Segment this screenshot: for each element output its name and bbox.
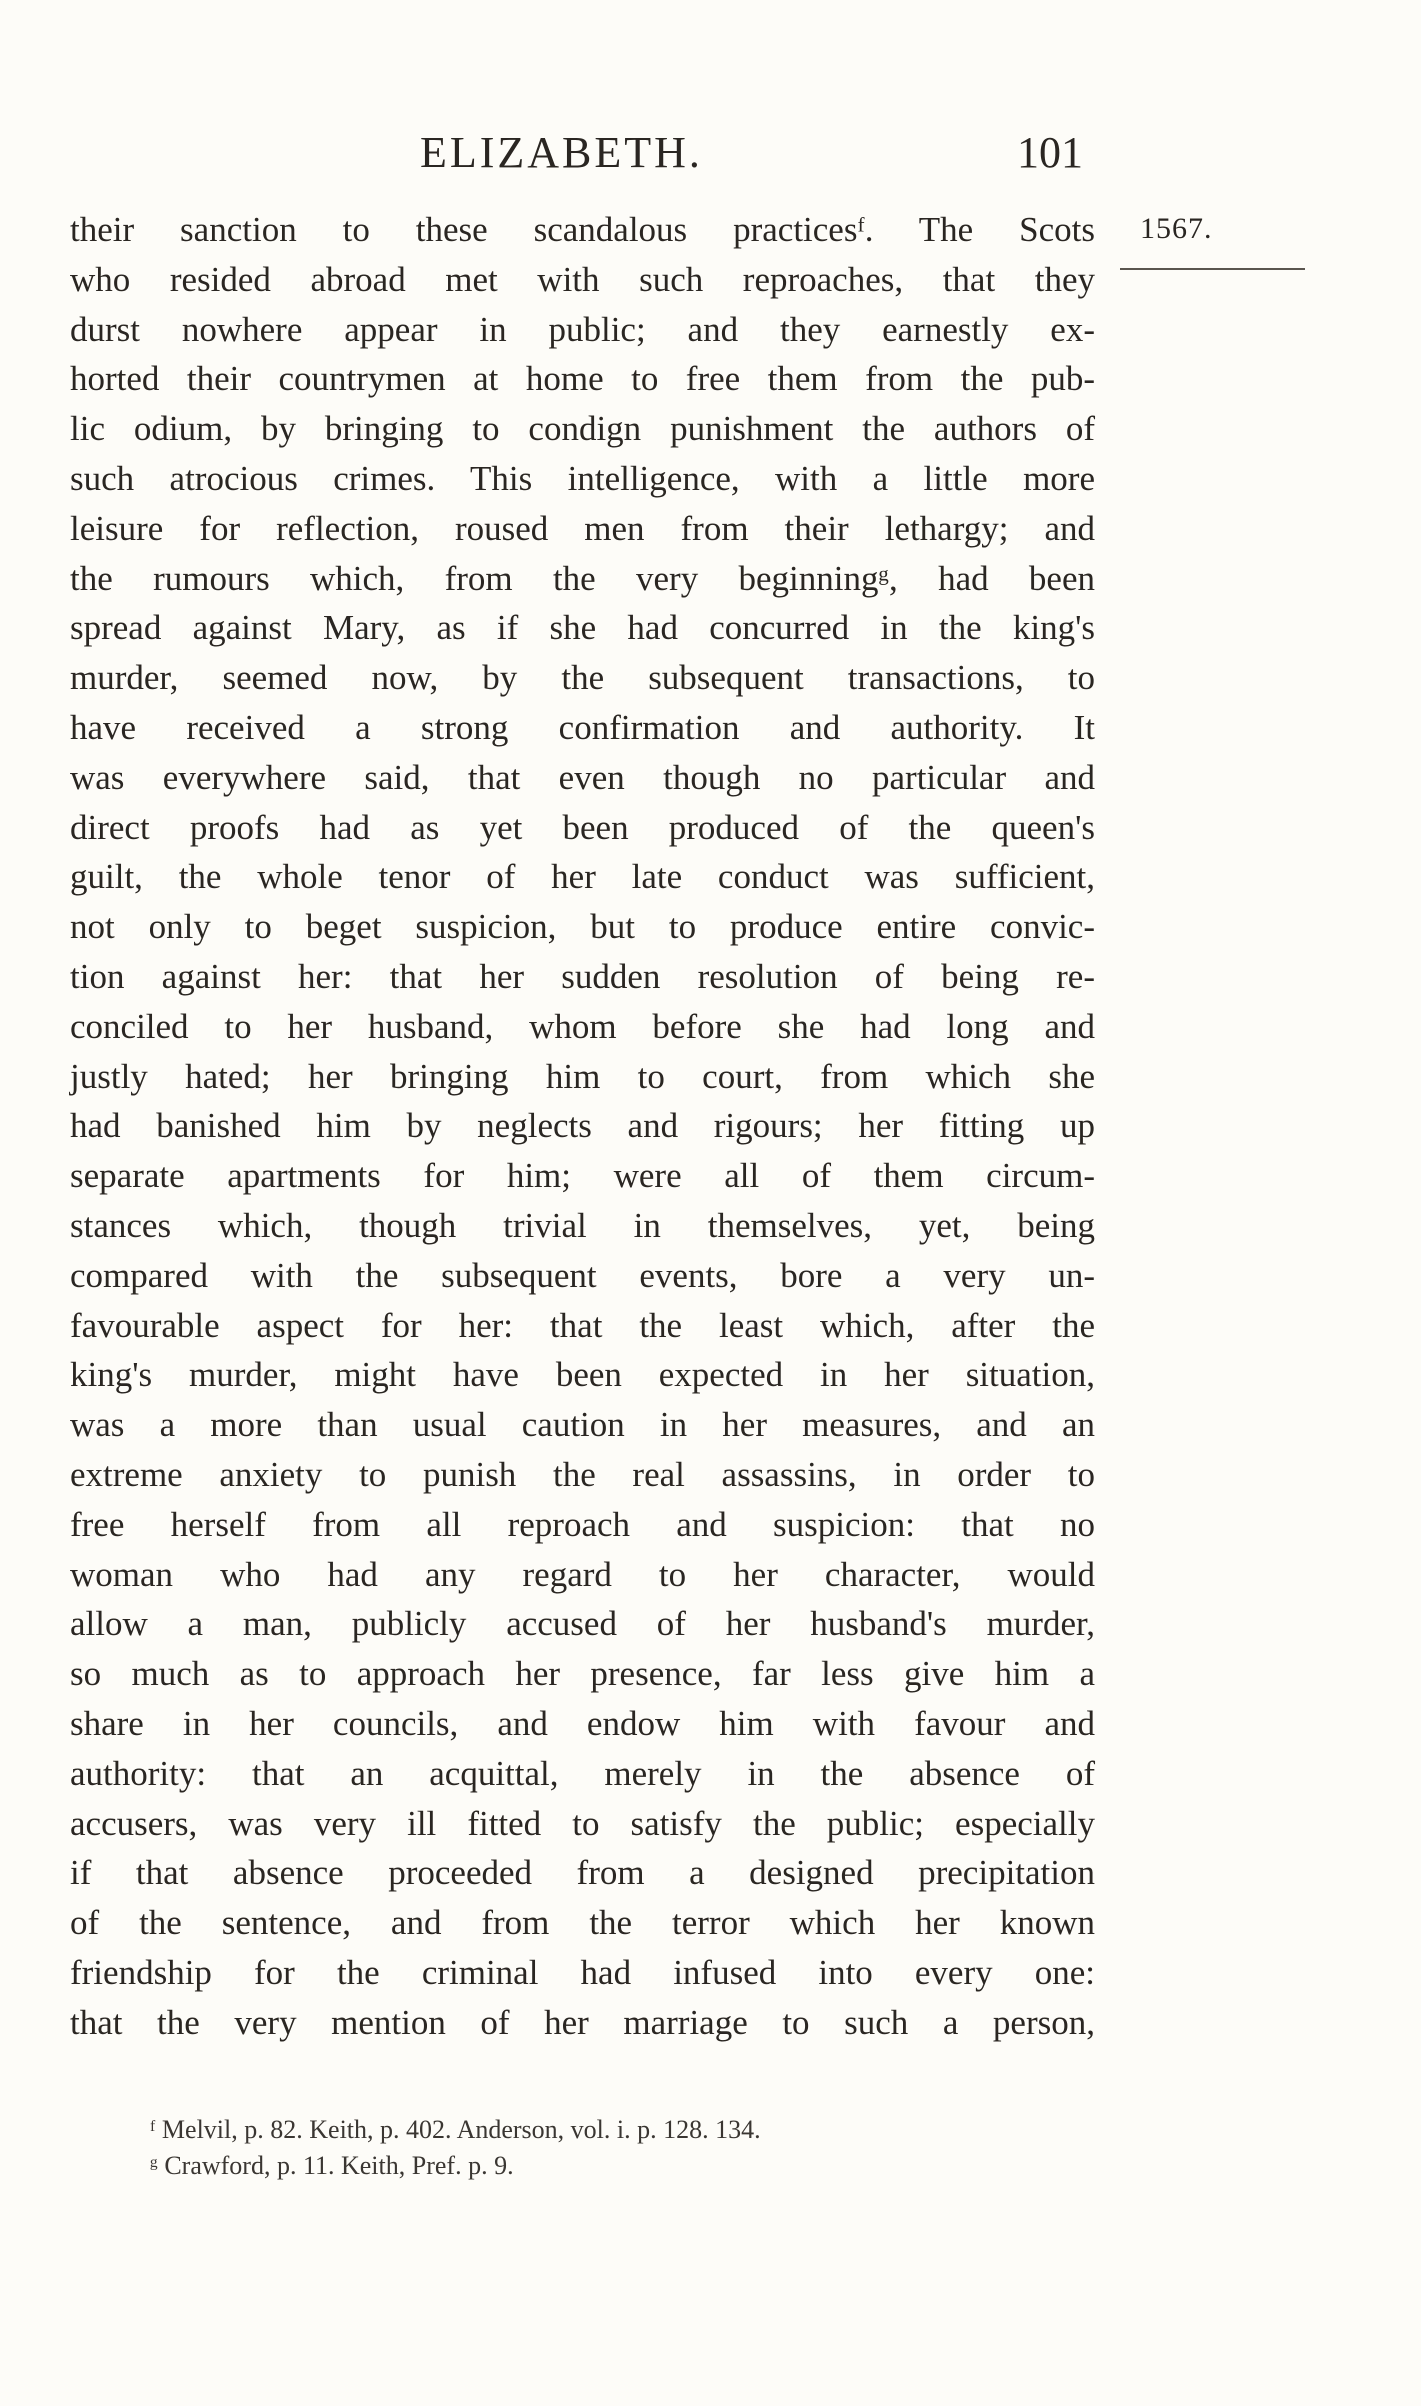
text-line: accusers, was very ill fitted to satisfy the public; especially (70, 1803, 1095, 1843)
text-line: compared with the subsequent events, bore a very un- (70, 1255, 1095, 1295)
text-line: tion against her: that her sudden resolution of being re- (70, 956, 1095, 996)
margin-rule (1120, 268, 1305, 270)
text-line: the rumours which, from the very beginningᵍ, had been (70, 558, 1095, 598)
text-line: horted their countrymen at home to free them from the pub- (70, 359, 1095, 399)
footnotes (150, 2112, 1050, 2184)
text-line: extreme anxiety to punish the real assassins, in order to (70, 1454, 1095, 1494)
text-line: lic odium, by bringing to condign punishment the authors of (70, 409, 1095, 449)
text-line: their sanction to these scandalous practicesᶠ. The Scots (70, 210, 1095, 249)
text-line: of the sentence, and from the terror which her known (70, 1903, 1095, 1943)
text-line: guilt, the whole tenor of her late conduct was sufficient, (70, 857, 1095, 897)
text-line: murder, seemed now, by the subsequent transactions, to (70, 658, 1095, 698)
text-line: who resided abroad met with such reproaches, that they (70, 259, 1095, 299)
margin-year-note: 1567. (1140, 212, 1213, 245)
text-line: was everywhere said, that even though no particular and (70, 757, 1095, 797)
text-line: free herself from all reproach and suspicion: that no (70, 1504, 1095, 1544)
text-line: share in her councils, and endow him with favour and (70, 1703, 1095, 1743)
text-line: if that absence proceeded from a designed precipitation (70, 1853, 1095, 1893)
footnote: ᶠ Melvil, p. 82. Keith, p. 402. Anderson, vol. i. p. 128. 134. (150, 2115, 761, 2144)
text-line: favourable aspect for her: that the least which, after the (70, 1305, 1095, 1345)
text-line: direct proofs had as yet been produced of the queen's (70, 807, 1095, 847)
text-line: king's murder, might have been expected in her situation, (70, 1355, 1095, 1395)
body-text (70, 205, 1095, 2047)
text-line: have received a strong confirmation and authority. It (70, 707, 1095, 747)
text-line: durst nowhere appear in public; and they earnestly ex- (70, 309, 1095, 349)
running-title: ELIZABETH. (420, 128, 703, 177)
page-number: 101 (1017, 128, 1083, 177)
text-line: so much as to approach her presence, far less give him a (70, 1654, 1095, 1694)
text-line: justly hated; her bringing him to court, from which she (70, 1056, 1095, 1096)
text-line: such atrocious crimes. This intelligence, with a little more (70, 458, 1095, 498)
text-line: woman who had any regard to her character, would (70, 1554, 1095, 1594)
text-line: had banished him by neglects and rigours; her fitting up (70, 1106, 1095, 1146)
text-line: stances which, though trivial in themselves, yet, being (70, 1205, 1095, 1245)
text-line: not only to beget suspicion, but to produce entire convic- (70, 907, 1095, 947)
text-line: friendship for the criminal had infused into every one: (70, 1952, 1095, 1992)
text-line: leisure for reflection, roused men from their lethargy; and (70, 508, 1095, 548)
text-line: was a more than usual caution in her measures, and an (70, 1405, 1095, 1445)
text-line: spread against Mary, as if she had concurred in the king's (70, 608, 1095, 648)
footnote: ᵍ Crawford, p. 11. Keith, Pref. p. 9. (150, 2151, 514, 2180)
text-line: conciled to her husband, whom before she had long and (70, 1006, 1095, 1046)
text-line: that the very mention of her marriage to such a person, (70, 2002, 1095, 2042)
text-line: authority: that an acquittal, merely in the absence of (70, 1753, 1095, 1793)
text-line: allow a man, publicly accused of her husband's murder, (70, 1604, 1095, 1644)
text-line: separate apartments for him; were all of them circum- (70, 1156, 1095, 1196)
